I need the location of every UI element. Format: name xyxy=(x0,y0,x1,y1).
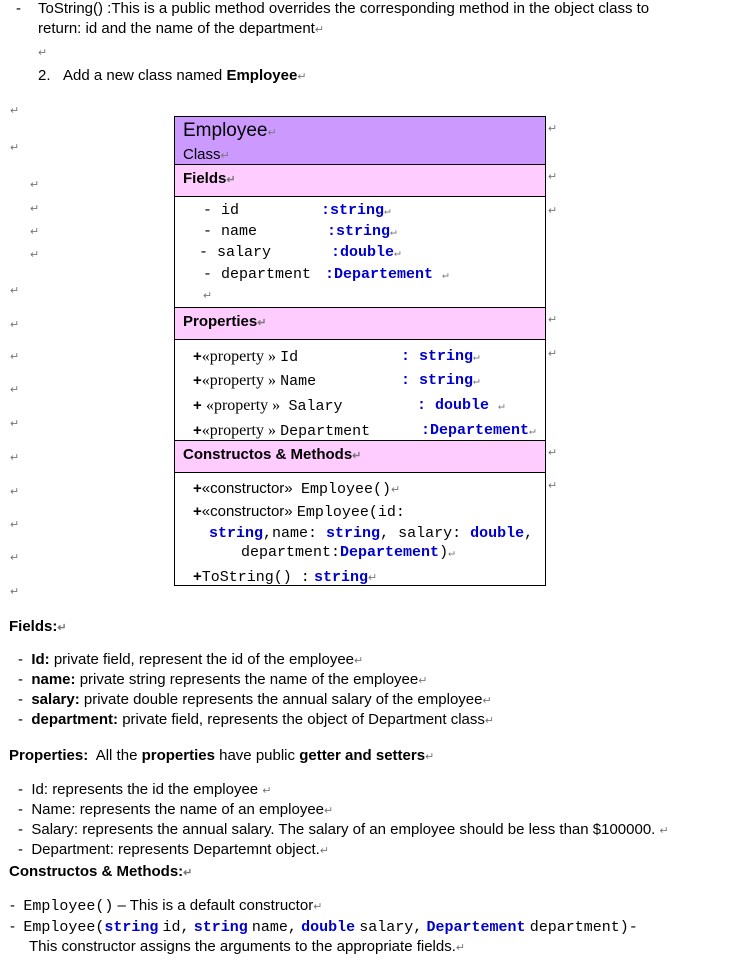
paragraph-mark: ↵ xyxy=(10,418,20,430)
paragraph-mark: ↵ xyxy=(30,203,40,215)
tostring-line-1: ToString() :This is a public method overrides the corresponding method in the object class to xyxy=(38,0,650,17)
uml-class-box xyxy=(174,116,546,586)
uml-class-subtitle: Class↵ xyxy=(183,146,230,163)
row-end-mark: ↵ xyxy=(548,447,558,459)
property-name-type: : string↵ xyxy=(401,372,480,389)
properties-list xyxy=(18,781,669,861)
step-text: Add a new class named Employee↵ xyxy=(63,67,307,84)
method-default-constructor: +«constructor» Employee()↵ xyxy=(193,480,401,498)
field-id-name: - id xyxy=(203,202,240,219)
row-end-mark: ↵ xyxy=(548,171,558,183)
properties-header-band xyxy=(175,307,545,340)
paragraph-mark: ↵ xyxy=(10,586,20,598)
paragraph-mark: ↵ xyxy=(10,452,20,464)
property-id-type: : string↵ xyxy=(401,348,480,365)
fields-list xyxy=(18,651,494,731)
row-end-mark: ↵ xyxy=(548,348,558,360)
paragraph-mark: ↵ xyxy=(10,142,20,154)
field-name-name: - name xyxy=(203,223,258,240)
paragraph-mark: ↵ xyxy=(38,47,48,59)
property-salary: + «property » Salary xyxy=(193,397,343,415)
field-salary-name: - salary xyxy=(199,244,272,261)
row-end-mark: ↵ xyxy=(548,205,558,217)
step-number: 2. xyxy=(38,67,51,84)
method-param-constructor-line2: string,name: string, salary: double, xyxy=(209,525,534,542)
row-end-mark: ↵ xyxy=(548,123,558,135)
tostring-line-2: return: id and the name of the department↵ xyxy=(38,20,325,37)
constructor-item-params-line2: This constructor assigns the arguments to the appropriate fields.↵ xyxy=(29,938,466,955)
field-department-name: - department xyxy=(203,266,312,283)
property-id: +«property » Id xyxy=(193,348,299,366)
list-item: - Department: represents Departemnt object.↵ xyxy=(18,841,330,858)
paragraph-mark: ↵ xyxy=(10,319,20,331)
list-item: - department: private field, represents the object of Department class↵ xyxy=(18,711,495,728)
field-id-type: :string↵ xyxy=(321,202,391,219)
bullet-dash: - xyxy=(16,0,21,17)
list-item: - Name: represents the name of an employee↵ xyxy=(18,801,334,818)
methods-header: Constructos & Methods↵ xyxy=(183,446,362,463)
method-param-constructor-line3: department:Departement)↵ xyxy=(241,544,455,561)
method-param-constructor: +«constructor» Employee(id: xyxy=(193,503,405,521)
paragraph-mark: ↵ xyxy=(10,351,20,363)
list-item: - Salary: represents the annual salary. The salary of an employee should be less than $100000. ↵ xyxy=(18,821,669,838)
paragraph-mark: ↵ xyxy=(30,226,40,238)
paragraph-mark: ↵ xyxy=(10,105,20,117)
property-name: +«property » Name xyxy=(193,372,317,390)
constructor-item-params: - Employee(string id, string name, double salary, Departement department)- xyxy=(10,918,638,936)
paragraph-mark: ↵ xyxy=(203,290,213,302)
fields-header-band xyxy=(175,164,545,197)
paragraph-mark: ↵ xyxy=(10,486,20,498)
list-item: - name: private string represents the name of the employee↵ xyxy=(18,671,428,688)
paragraph-mark: ↵ xyxy=(10,552,20,564)
fields-header: Fields↵ xyxy=(183,170,236,187)
uml-class-title: Employee↵ xyxy=(183,120,277,141)
field-name-type: :string↵ xyxy=(327,223,397,240)
paragraph-mark: ↵ xyxy=(30,249,40,261)
paragraph-mark: ↵ xyxy=(10,285,20,297)
properties-heading: Properties: All the properties have public getter and setters↵ xyxy=(9,747,435,764)
property-department-type: :Departement↵ xyxy=(421,422,536,439)
constructors-heading: Constructos & Methods:↵ xyxy=(9,863,193,880)
list-item: - Id: represents the id the employee ↵ xyxy=(18,781,272,798)
property-department: +«property » Department xyxy=(193,422,371,440)
paragraph-mark: ↵ xyxy=(10,384,20,396)
properties-header: Properties↵ xyxy=(183,313,267,330)
paragraph-mark: ↵ xyxy=(30,179,40,191)
fields-heading: Fields:↵ xyxy=(9,618,67,635)
field-salary-type: :double↵ xyxy=(331,244,401,261)
paragraph-mark: ↵ xyxy=(10,519,20,531)
methods-header-band xyxy=(175,440,545,473)
row-end-mark: ↵ xyxy=(548,480,558,492)
property-salary-type: : double ↵ xyxy=(417,397,505,414)
field-department-type: :Departement ↵ xyxy=(325,266,449,283)
row-end-mark: ↵ xyxy=(548,314,558,326)
list-item: - salary: private double represents the annual salary of the employee↵ xyxy=(18,691,492,708)
method-tostring: +ToString() : string↵ xyxy=(193,568,378,586)
constructor-item-default: - Employee() – This is a default constructor↵ xyxy=(10,897,323,915)
list-item: - Id: private field, represent the id of the employee↵ xyxy=(18,651,364,668)
uml-title-band xyxy=(175,117,545,165)
